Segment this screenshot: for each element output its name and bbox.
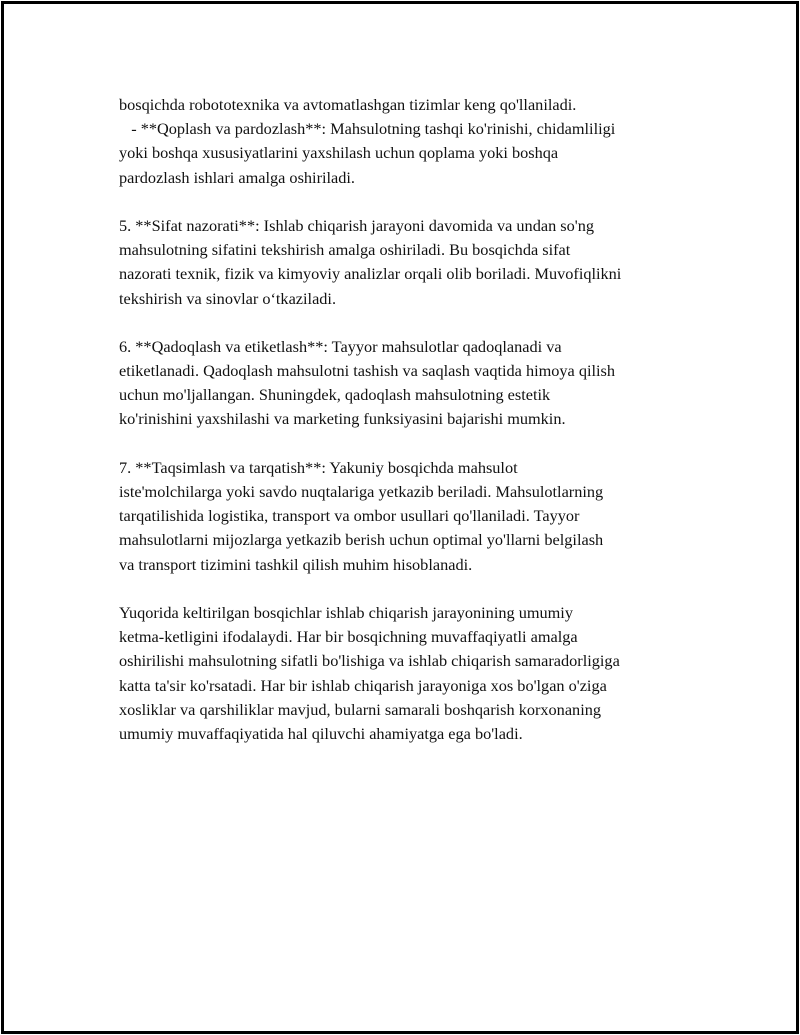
- text-line: yoki boshqa xususiyatlarini yaxshilash uchun qoplama yoki boshqa: [119, 143, 559, 163]
- text-line: etiketlanadi. Qadoqlash mahsulotni tashish va saqlash vaqtida himoya qilish: [119, 361, 616, 381]
- text-line: pardozlash ishlari amalga oshiriladi.: [119, 167, 356, 187]
- paragraph-spacer: [119, 432, 704, 456]
- paragraph-conclusion: [119, 601, 704, 746]
- text-line: - **Qoplash va pardozlash**: Mahsulotning tashqi ko'rinishi, chidamliligi: [119, 119, 616, 139]
- paragraph-packaging-labeling: [119, 335, 704, 432]
- text-line: 7. **Taqsimlash va tarqatish**: Yakuniy bosqichda mahsulot: [119, 457, 518, 477]
- text-line: mahsulotlarni mijozlarga yetkazib berish uchun optimal yo'llarni belgilash: [119, 530, 604, 550]
- document-page: [1, 1, 799, 1034]
- paragraph-spacer: [119, 311, 704, 335]
- paragraph-spacer: [119, 190, 704, 214]
- text-line: uchun mo'ljallangan. Shuningdek, qadoqlash mahsulotning estetik: [119, 385, 551, 405]
- text-line: katta ta'sir ko'rsatadi. Har bir ishlab chiqarish jarayoniga xos bo'lgan o'ziga: [119, 675, 607, 695]
- text-line: Yuqorida keltirilgan bosqichlar ishlab chiqarish jarayonining umumiy: [119, 602, 573, 622]
- text-line: tekshirish va sinovlar oʻtkaziladi.: [119, 288, 337, 308]
- text-line: iste'molchilarga yoki savdo nuqtalariga yetkazib beriladi. Mahsulotlarning: [119, 482, 604, 501]
- text-line: ko'rinishini yaxshilashi va marketing funksiyasini bajarishi mumkin.: [119, 409, 566, 429]
- text-line: oshirilishi mahsulotning sifatli bo'lishiga va ishlab chiqarish samaradorligiga: [119, 651, 620, 671]
- text-line: tarqatilishida logistika, transport va ombor usullari qo'llaniladi. Tayyor: [119, 506, 580, 526]
- text-line: nazorati texnik, fizik va kimyoviy analizlar orqali olib boriladi. Muvofiqlikni: [119, 264, 622, 284]
- paragraph-quality-control: [119, 214, 704, 311]
- text-line: ketma-ketligini ifodalaydi. Har bir bosqichning muvaffaqiyatli amalga: [119, 627, 578, 647]
- paragraph-distribution: [119, 456, 704, 577]
- document-body: [119, 93, 704, 746]
- text-line: 5. **Sifat nazorati**: Ishlab chiqarish jarayoni davomida va undan so'ng: [119, 215, 594, 235]
- text-line: 6. **Qadoqlash va etiketlash**: Tayyor mahsulotlar qadoqlanadi va: [119, 336, 562, 356]
- paragraph-robotics-and-coating: [119, 93, 704, 190]
- text-line: xosliklar va qarshiliklar mavjud, bularni samarali boshqarish korxonaning: [119, 699, 601, 719]
- text-line: va transport tizimini tashkil qilish muhim hisoblanadi.: [119, 554, 473, 574]
- paragraph-spacer: [119, 577, 704, 601]
- text-line: mahsulotning sifatini tekshirish amalga oshiriladi. Bu bosqichda sifat: [119, 240, 571, 260]
- text-line: umumiy muvaffaqiyatida hal qiluvchi ahamiyatga ega bo'ladi.: [119, 723, 523, 743]
- text-line: bosqichda robototexnika va avtomatlashgan tizimlar keng qo'llaniladi.: [119, 95, 577, 114]
